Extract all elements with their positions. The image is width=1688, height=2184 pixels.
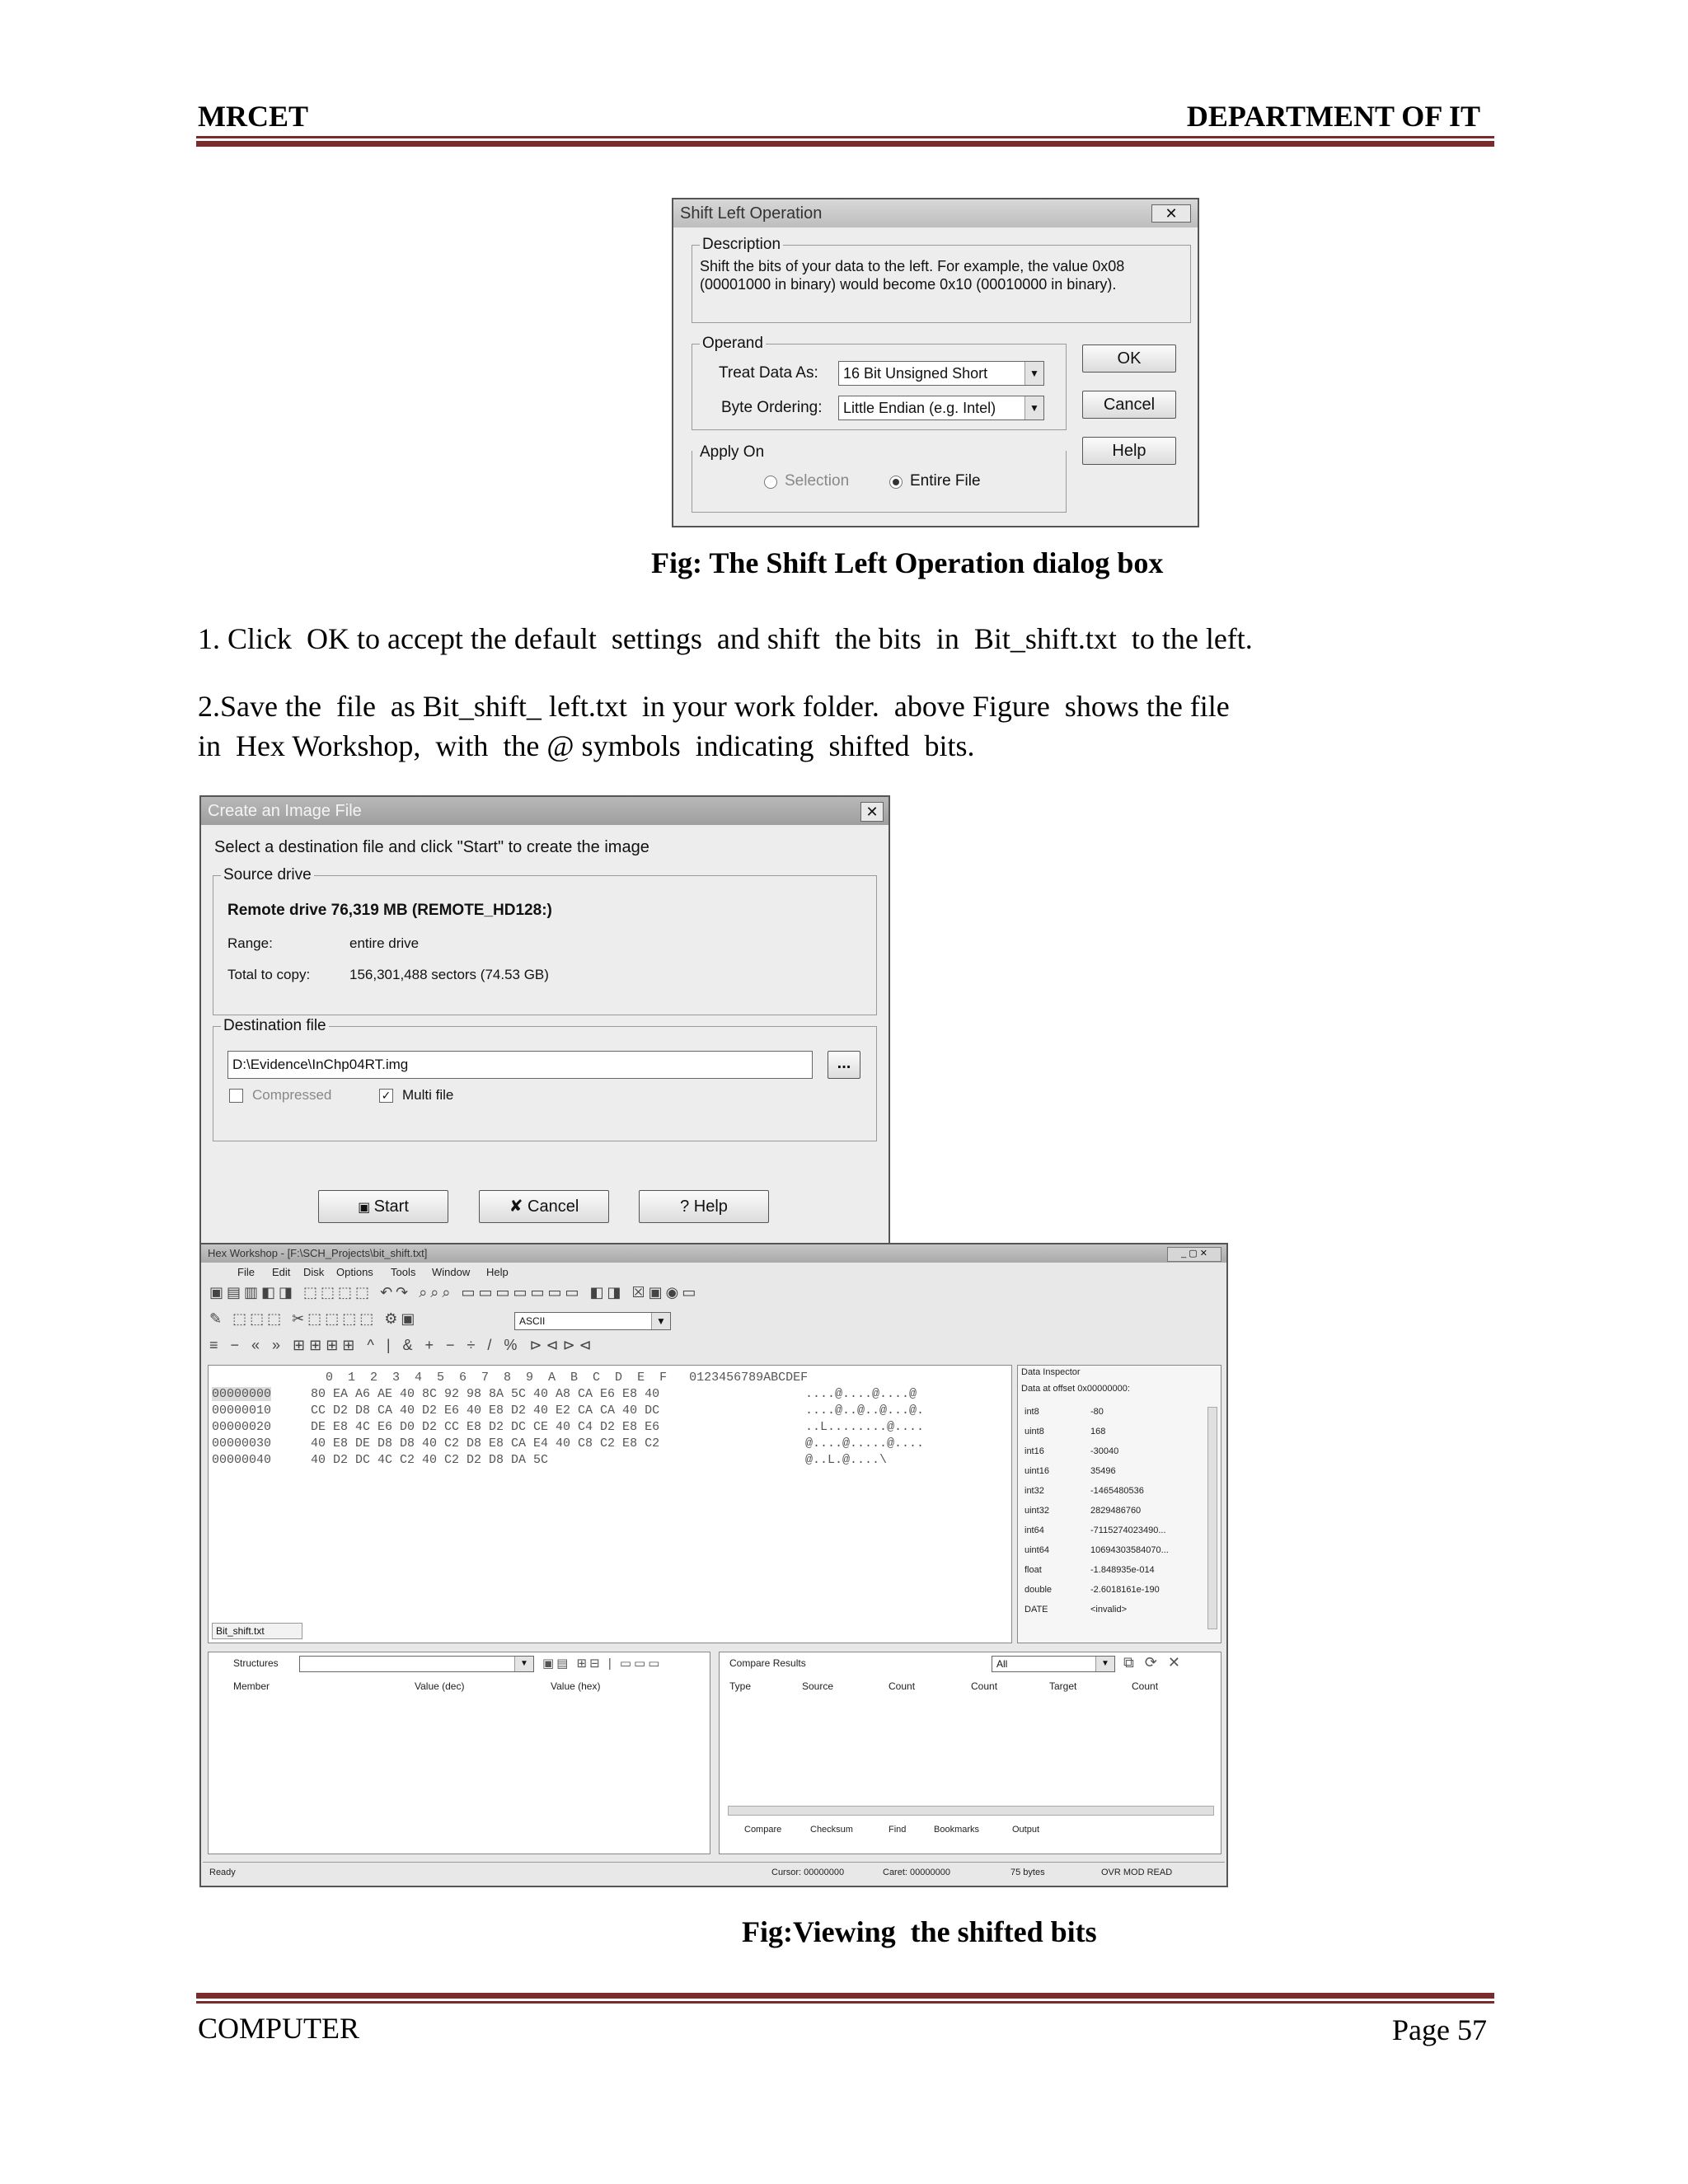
header-rule-thick [196,141,1494,147]
destination-path-input[interactable] [227,1051,813,1079]
bottom-tabs [728,1821,1214,1840]
total-value: 156,301,488 sectors (74.53 GB) [349,967,549,982]
start-label: Start [373,1197,409,1216]
image-instruction: Select a destination file and click "Start" to create the image [214,838,649,856]
figure1-caption: Fig: The Shift Left Operation dialog box [651,546,1164,579]
dialog-titlebar [673,199,1198,227]
hex-address: 00000020 [212,1420,272,1434]
menu-options[interactable]: Options [336,1266,373,1278]
chevron-down-icon: ▼ [1025,362,1043,385]
treat-data-label: Treat Data As: [719,364,818,382]
value-hex-column: Value (hex) [551,1680,601,1692]
file-tab-label: Bit_shift.txt [216,1625,265,1637]
description-label: Description [700,236,783,254]
paragraph-2-line-2: in Hex Workshop, with the @ symbols indicating shifted bits. [198,729,975,762]
hex-address: 00000010 [212,1404,272,1418]
compare-col-type: Type [729,1680,752,1692]
compressed-label: Compressed [252,1087,332,1103]
paragraph-2-line-1: 2.Save the file as Bit_shift_ left.txt in your work folder. above Figure shows the file [198,690,1230,723]
header-right: DEPARTMENT OF IT [1186,100,1480,133]
inspector-key: int64 [1025,1526,1044,1535]
inspector-value: -7115274023490... [1090,1526,1166,1535]
inspector-value: -80 [1090,1407,1104,1417]
chevron-down-icon: ▼ [1025,396,1043,419]
value-dec-column: Value (dec) [415,1680,465,1692]
hex-title: Hex Workshop - [F:\SCH_Projects\bit_shift.txt] [208,1247,428,1259]
start-button[interactable] [318,1190,448,1223]
cancel-button[interactable]: Cancel [1082,391,1176,419]
member-column: Member [233,1680,270,1692]
destination-path-value: D:\Evidence\InChp04RT.img [232,1057,409,1072]
tab-compare[interactable]: Compare [744,1825,782,1835]
tab-bookmarks[interactable]: Bookmarks [934,1825,980,1835]
status-size: 75 bytes [1010,1868,1045,1877]
shift-left-dialog [672,198,1199,527]
menu-window[interactable]: Window [432,1266,471,1278]
operand-label: Operand [700,335,766,353]
dialog-title: Shift Left Operation [680,204,823,223]
disk-icon: ▣ [358,1201,374,1215]
treat-data-select[interactable] [838,361,1044,386]
destination-group [213,1026,877,1141]
inspector-key: int16 [1025,1446,1044,1456]
hex-row-bytes: 40 E8 DE D8 D8 40 C2 D8 E8 CA E4 40 C8 C2 E8 C2 [311,1436,660,1451]
byte-ordering-label: Byte Ordering: [721,399,823,416]
header-rule-thin [196,136,1494,138]
hex-address: 00000000 [212,1387,272,1401]
hex-row-bytes: CC D2 D8 CA 40 D2 E6 40 E8 D2 40 E2 CA CA 40 DC [311,1404,660,1418]
radio-entire-file-label: Entire File [910,472,981,490]
help-button[interactable]: Help [1082,437,1176,465]
compare-results-panel [719,1652,1221,1854]
help-image-button[interactable] [639,1190,769,1223]
menu-tools[interactable]: Tools [391,1266,416,1278]
image-dialog-titlebar [201,797,889,825]
source-drive-group [213,875,877,1015]
compare-col-target: Target [1049,1680,1077,1692]
footer-right: Page 57 [1392,2013,1487,2046]
multi-file-checkbox[interactable]: ✓ [379,1089,393,1103]
inspector-value: 35496 [1090,1466,1116,1476]
compare-scrollbar[interactable] [728,1806,1214,1816]
status-bar [203,1862,1225,1884]
encoding-value: ASCII [519,1315,546,1327]
hex-titlebar [201,1244,1226,1263]
compare-col-source: Source [802,1680,834,1692]
total-label: Total to copy: [227,967,311,982]
byte-ordering-select[interactable] [838,396,1044,420]
inspector-value: 2829486760 [1090,1506,1142,1516]
inspector-key: int32 [1025,1486,1044,1496]
hex-row-ascii: ....@....@....@ [805,1387,917,1401]
inspector-key: uint64 [1025,1545,1049,1555]
cancel-image-button[interactable] [479,1190,609,1223]
image-dialog-title: Create an Image File [208,802,362,820]
hex-bytes-column [311,1387,797,1469]
hex-row-bytes: DE E8 4C E6 D0 D2 CC E8 D2 DC CE 40 C4 D2 E8 E6 [311,1420,660,1434]
multi-file-label: Multi file [402,1087,454,1103]
byte-ordering-value: Little Endian (e.g. Intel) [843,400,996,416]
create-image-dialog [199,795,890,1244]
structures-toolbar[interactable]: ▣▤ ⊞⊟ | ▭▭▭ [542,1657,663,1671]
footer-rule-thick [196,1993,1494,1999]
range-label: Range: [227,935,273,951]
encoding-select[interactable] [514,1312,671,1330]
compare-col-count: Count [889,1680,916,1692]
hex-row-ascii: @....@.....@.... [805,1436,925,1451]
inspector-value: <invalid> [1090,1605,1128,1615]
range-value: entire drive [349,935,420,951]
structures-panel [208,1652,710,1854]
status-ready: Ready [209,1868,236,1877]
description-text: Shift the bits of your data to the left. For example, the value 0x08 (00001000 in binary) would become 0x10 (00010000 in binary). [700,258,1125,293]
compressed-checkbox[interactable] [229,1089,243,1103]
compare-label: Compare Results [729,1657,806,1669]
structures-select[interactable] [299,1656,534,1672]
tab-find[interactable]: Find [889,1825,907,1835]
menu-help[interactable]: Help [486,1266,509,1278]
help-icon: ? [680,1197,694,1216]
hex-file-tab[interactable] [212,1623,302,1639]
footer-rule-thin [196,2001,1494,2004]
compare-toolbar[interactable]: ⧉ ⟳ ✕ [1123,1654,1184,1671]
compare-filter-select[interactable] [992,1656,1115,1672]
footer-left: COMPUTER [198,2012,360,2045]
data-inspector-panel [1017,1365,1221,1643]
inspector-scrollbar[interactable] [1207,1407,1217,1629]
close-icon[interactable]: ✕ [860,802,884,822]
status-caret: Caret: 00000000 [883,1868,950,1877]
chevron-down-icon: ▼ [651,1313,670,1329]
status-cursor: Cursor: 00000000 [771,1868,845,1877]
radio-entire-file[interactable] [889,476,903,489]
help-label: Help [693,1197,728,1216]
destination-label: Destination file [221,1017,329,1035]
toolbar-3[interactable]: ≡ − « » ⊞⊞⊞⊞ ^ | & + − ÷ / % ⊳⊲⊳⊲ [209,1337,596,1353]
inspector-list [1025,1407,1202,1638]
browse-button[interactable]: ... [828,1051,860,1079]
hex-workshop-window [199,1243,1228,1887]
inspector-value: 10694303584070... [1090,1545,1169,1555]
chevron-down-icon: ▼ [514,1657,533,1671]
treat-data-value: 16 Bit Unsigned Short [843,365,988,382]
drive-name: Remote drive 76,319 MB (REMOTE_HD128:) [227,902,552,919]
inspector-key: int8 [1025,1407,1039,1417]
hex-column-header: 0 1 2 3 4 5 6 7 8 9 A B C D E F 0123456789ABCDEF [311,1371,809,1385]
radio-selection-label: Selection [785,472,850,490]
inspector-key: double [1025,1585,1053,1595]
tab-checksum[interactable]: Checksum [810,1825,853,1835]
hex-row-bytes: 40 D2 DC 4C C2 40 C2 D2 D8 DA 5C [311,1453,549,1467]
menu-bar [204,1264,1223,1281]
radio-selection[interactable] [764,476,777,489]
inspector-key: DATE [1025,1605,1048,1615]
inspector-key: uint8 [1025,1427,1044,1436]
figure2-caption: Fig:Viewing the shifted bits [742,1915,1097,1948]
tab-output[interactable]: Output [1012,1825,1040,1835]
hex-address-column [209,1387,299,1469]
ok-button[interactable]: OK [1082,344,1176,373]
compare-col-count: Count [971,1680,998,1692]
paragraph-1: 1. Click OK to accept the default settings and shift the bits in Bit_shift.txt to the left. [198,622,1253,655]
close-icon[interactable]: ✕ [1151,204,1191,223]
cancel-icon: ✘ [509,1197,528,1216]
chevron-down-icon: ▼ [1095,1657,1114,1671]
inspector-value: -1.848935e-014 [1090,1565,1155,1575]
status-modes: OVR MOD READ [1101,1868,1173,1877]
window-controls[interactable]: _ ▢ ✕ [1167,1247,1221,1262]
inspector-key: uint16 [1025,1466,1049,1476]
hex-row-ascii: ....@..@..@...@. [805,1404,925,1418]
hex-address: 00000030 [212,1436,272,1451]
inspector-offset: Data at offset 0x00000000: [1021,1384,1130,1394]
hex-ascii-column [805,1387,1003,1469]
toolbar-1[interactable]: ▣▤▥◧◨ ⬚⬚⬚⬚ ↶↷ ⌕⌕⌕ ▭▭▭▭▭▭▭ ◧◨ ☒▣◉▭ [209,1284,700,1301]
inspector-value: -2.6018161e-190 [1090,1585,1160,1595]
menu-file[interactable]: File [237,1266,255,1278]
cancel-label: Cancel [528,1197,579,1216]
apply-on-label: Apply On [700,443,765,461]
compare-col-count: Count [1132,1680,1159,1692]
hex-row-ascii: @..L.@....\ [805,1453,888,1467]
inspector-value: 168 [1090,1427,1106,1436]
hex-row-ascii: ..L........@.... [805,1420,925,1434]
inspector-key: uint32 [1025,1506,1049,1516]
menu-edit[interactable]: Edit [272,1266,291,1278]
source-drive-label: Source drive [221,866,314,884]
toolbar-2[interactable]: ✎ ⬚⬚⬚ ✂⬚⬚⬚⬚ ⚙▣ [209,1310,419,1327]
hex-editor-panel[interactable] [208,1365,1012,1643]
inspector-key: float [1025,1565,1042,1575]
header-left: MRCET [198,100,308,133]
menu-disk[interactable]: Disk [303,1266,325,1278]
hex-row-bytes: 80 EA A6 AE 40 8C 92 98 8A 5C 40 A8 CA E6 E8 40 [311,1387,660,1401]
inspector-title: Data Inspector [1021,1367,1081,1377]
inspector-value: -1465480536 [1090,1486,1144,1496]
inspector-value: -30040 [1090,1446,1119,1456]
hex-address: 00000040 [212,1453,272,1467]
structures-label: Structures [233,1657,279,1669]
compare-filter-value: All [996,1658,1008,1670]
